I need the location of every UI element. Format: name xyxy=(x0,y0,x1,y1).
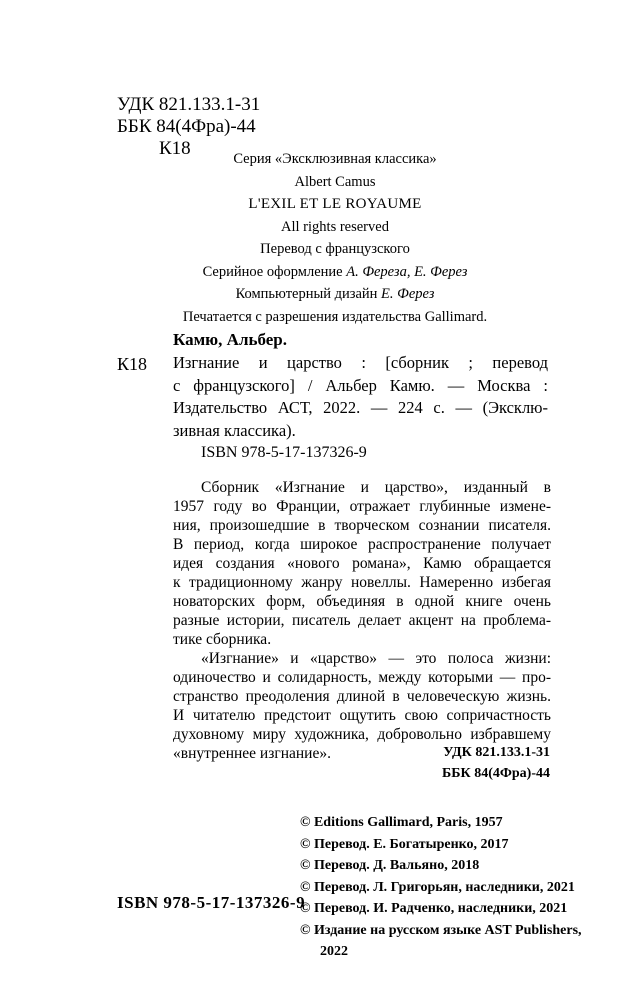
copyright-line: © Перевод. Е. Богатыренко, 2017 xyxy=(300,836,509,852)
entry-author: Камю, Альбер. xyxy=(173,330,288,349)
footer-codes xyxy=(390,742,550,784)
annotation xyxy=(173,478,551,763)
author-mark: К18 xyxy=(159,138,191,159)
entry-isbn: ISBN 978-5-17-137326-9 xyxy=(201,444,367,461)
computer-design-label: Компьютерный дизайн xyxy=(235,286,382,302)
annotation-line: идея создания «нового романа», Камю обращается xyxy=(173,555,551,572)
series-name: Серия «Эксклюзивная классика» xyxy=(233,151,437,167)
copyright-line: © Перевод. Л. Григорьян, наследники, 2021 xyxy=(300,879,575,895)
original-author: Albert Camus xyxy=(294,173,376,190)
annotation-line: «внутреннее изгнание». xyxy=(173,745,331,762)
bibliographic-description xyxy=(173,352,548,442)
series-design-names: А. Фереза, Е. Ферез xyxy=(346,263,468,280)
rights-notice: All rights reserved xyxy=(281,218,389,235)
copyright-line: © Перевод. И. Радченко, наследники, 2021 xyxy=(300,901,568,916)
annotation-line: В период, когда широкое распространение получает xyxy=(173,536,551,553)
series-design-credit xyxy=(140,261,530,284)
annotation-line: Сборник «Изгнание и царство», изданный в xyxy=(201,479,551,496)
bib-line: Изгнание и царство : [сборник ; перевод xyxy=(173,353,548,372)
series-design-label: Серийное оформление xyxy=(202,263,347,280)
entry-author-mark: К18 xyxy=(117,354,148,374)
original-title: L'EXIL ET LE ROYAUME xyxy=(248,196,422,212)
computer-design-credit xyxy=(140,283,530,306)
footer-bbk: ББК 84(4Фра)-44 xyxy=(442,766,550,781)
annotation-line: 1957 году во Франции, отражает глубинные измене- xyxy=(173,498,551,515)
annotation-line: разные истории, писатель делает акцент на проблема- xyxy=(173,612,551,629)
annotation-line: одиночество и солидарность, между которыми — про- xyxy=(173,669,551,686)
annotation-line: к традиционному жанру новеллы. Намеренно избегая xyxy=(173,574,551,591)
annotation-line: И читателю предстоит ощутить свою сопричастность xyxy=(173,707,551,724)
bib-line: с французского] / Альбер Камю. — Москва : xyxy=(173,375,548,395)
copyright-list xyxy=(300,812,582,963)
copyright-line: © Editions Gallimard, Paris, 1957 xyxy=(300,815,503,830)
annotation-line: новаторских форм, объединяя в одной книге очень xyxy=(173,593,551,610)
annotation-line: ния, произошедшие в творческом сознании писателя. xyxy=(173,517,551,534)
udk-code: УДК 821.133.1-31 xyxy=(117,94,261,115)
annotation-line: «Изгнание» и «царство» — это полоса жизни: xyxy=(201,650,551,667)
annotation-line: духовному миру художника, добровольно избравшему xyxy=(173,726,551,743)
bib-line: зивная классика). xyxy=(173,420,296,440)
credits-block xyxy=(140,148,530,328)
bib-line: Издательство АСТ, 2022. — 224 с. — (Эксклю- xyxy=(173,398,548,417)
copyright-line: © Издание на русском языке AST Publishers, xyxy=(300,922,582,938)
copyright-line: © Перевод. Д. Вальяно, 2018 xyxy=(300,858,480,873)
permission-note: Печатается с разрешения издательства Gallimard. xyxy=(182,308,488,325)
annotation-line: тике сборника. xyxy=(173,631,272,648)
footer-udk: УДК 821.133.1-31 xyxy=(443,745,550,760)
computer-design-name: Е. Ферез xyxy=(381,286,435,302)
translation-note: Перевод с французского xyxy=(260,241,410,257)
copyright-year: 2022 xyxy=(320,944,348,959)
footer-isbn: ISBN 978-5-17-137326-9 xyxy=(117,893,306,912)
annotation-line: странство преодоления длиной в человеческую жизнь. xyxy=(173,688,551,705)
bbk-code: ББК 84(4Фра)-44 xyxy=(117,116,256,137)
